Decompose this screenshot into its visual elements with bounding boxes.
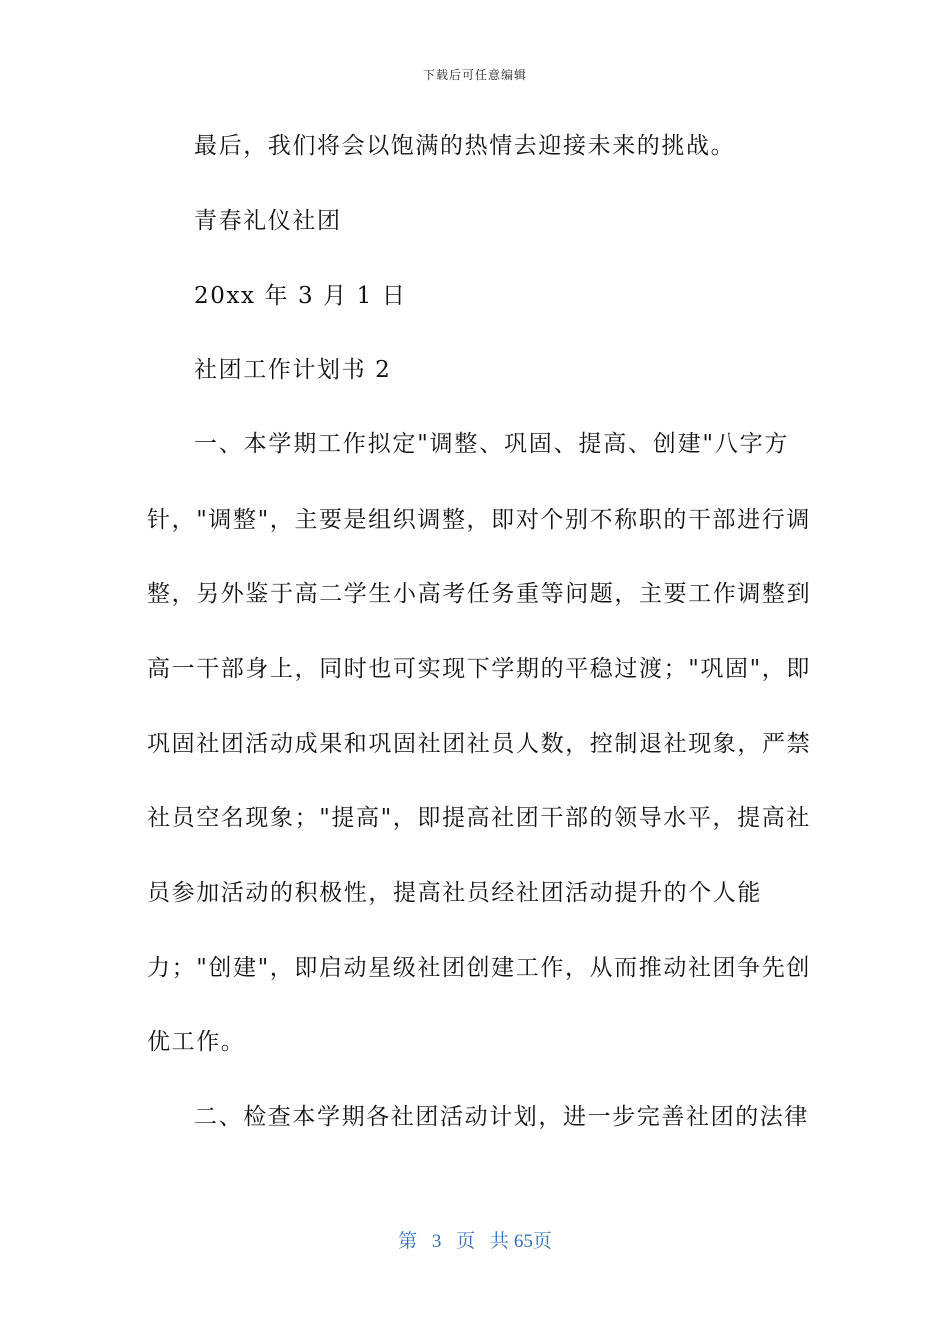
footer-total-word: 共 xyxy=(489,1231,509,1252)
footer-current-page: 3 xyxy=(431,1231,442,1252)
paragraph-line: 一、本学期工作拟定"调整、巩固、提高、创建"八字方 xyxy=(194,431,789,457)
paragraph-line: 青春礼仪社团 xyxy=(194,208,342,234)
footer-prefix: 第 xyxy=(398,1231,418,1252)
paragraph-line: 整，另外鉴于高二学生小高考任务重等问题，主要工作调整到 xyxy=(147,581,812,607)
footer-total-pages: 65 xyxy=(513,1231,533,1252)
paragraph-line: 优工作。 xyxy=(147,1029,246,1055)
paragraph-line: 二、检查本学期各社团活动计划，进一步完善社团的法律 xyxy=(194,1104,809,1130)
paragraph-line: 巩固社团活动成果和巩固社团社员人数，控制退社现象，严禁 xyxy=(147,731,812,757)
page-number-footer xyxy=(0,1226,950,1253)
paragraph-line: 员参加活动的积极性，提高社员经社团活动提升的个人能 xyxy=(147,880,762,906)
footer-page-word: 页 xyxy=(456,1231,476,1252)
paragraph-line: 社员空名现象；"提高"，即提高社团干部的领导水平，提高社 xyxy=(147,805,811,831)
header-note: 下载后可任意编辑 xyxy=(422,68,527,82)
section-title: 社团工作计划书 2 xyxy=(194,357,392,383)
paragraph-line: 最后，我们将会以饱满的热情去迎接未来的挑战。 xyxy=(194,133,736,159)
date-line: 20xx 年 3 月 1 日 xyxy=(194,283,407,309)
paragraph-line: 针，"调整"，主要是组织调整，即对个别不称职的干部进行调 xyxy=(147,507,811,533)
footer-suffix: 页 xyxy=(532,1231,552,1252)
paragraph-line: 力；"创建"，即启动星级社团创建工作，从而推动社团争先创 xyxy=(147,955,811,981)
paragraph-line: 高一干部身上，同时也可实现下学期的平稳过渡；"巩固"，即 xyxy=(147,656,811,682)
